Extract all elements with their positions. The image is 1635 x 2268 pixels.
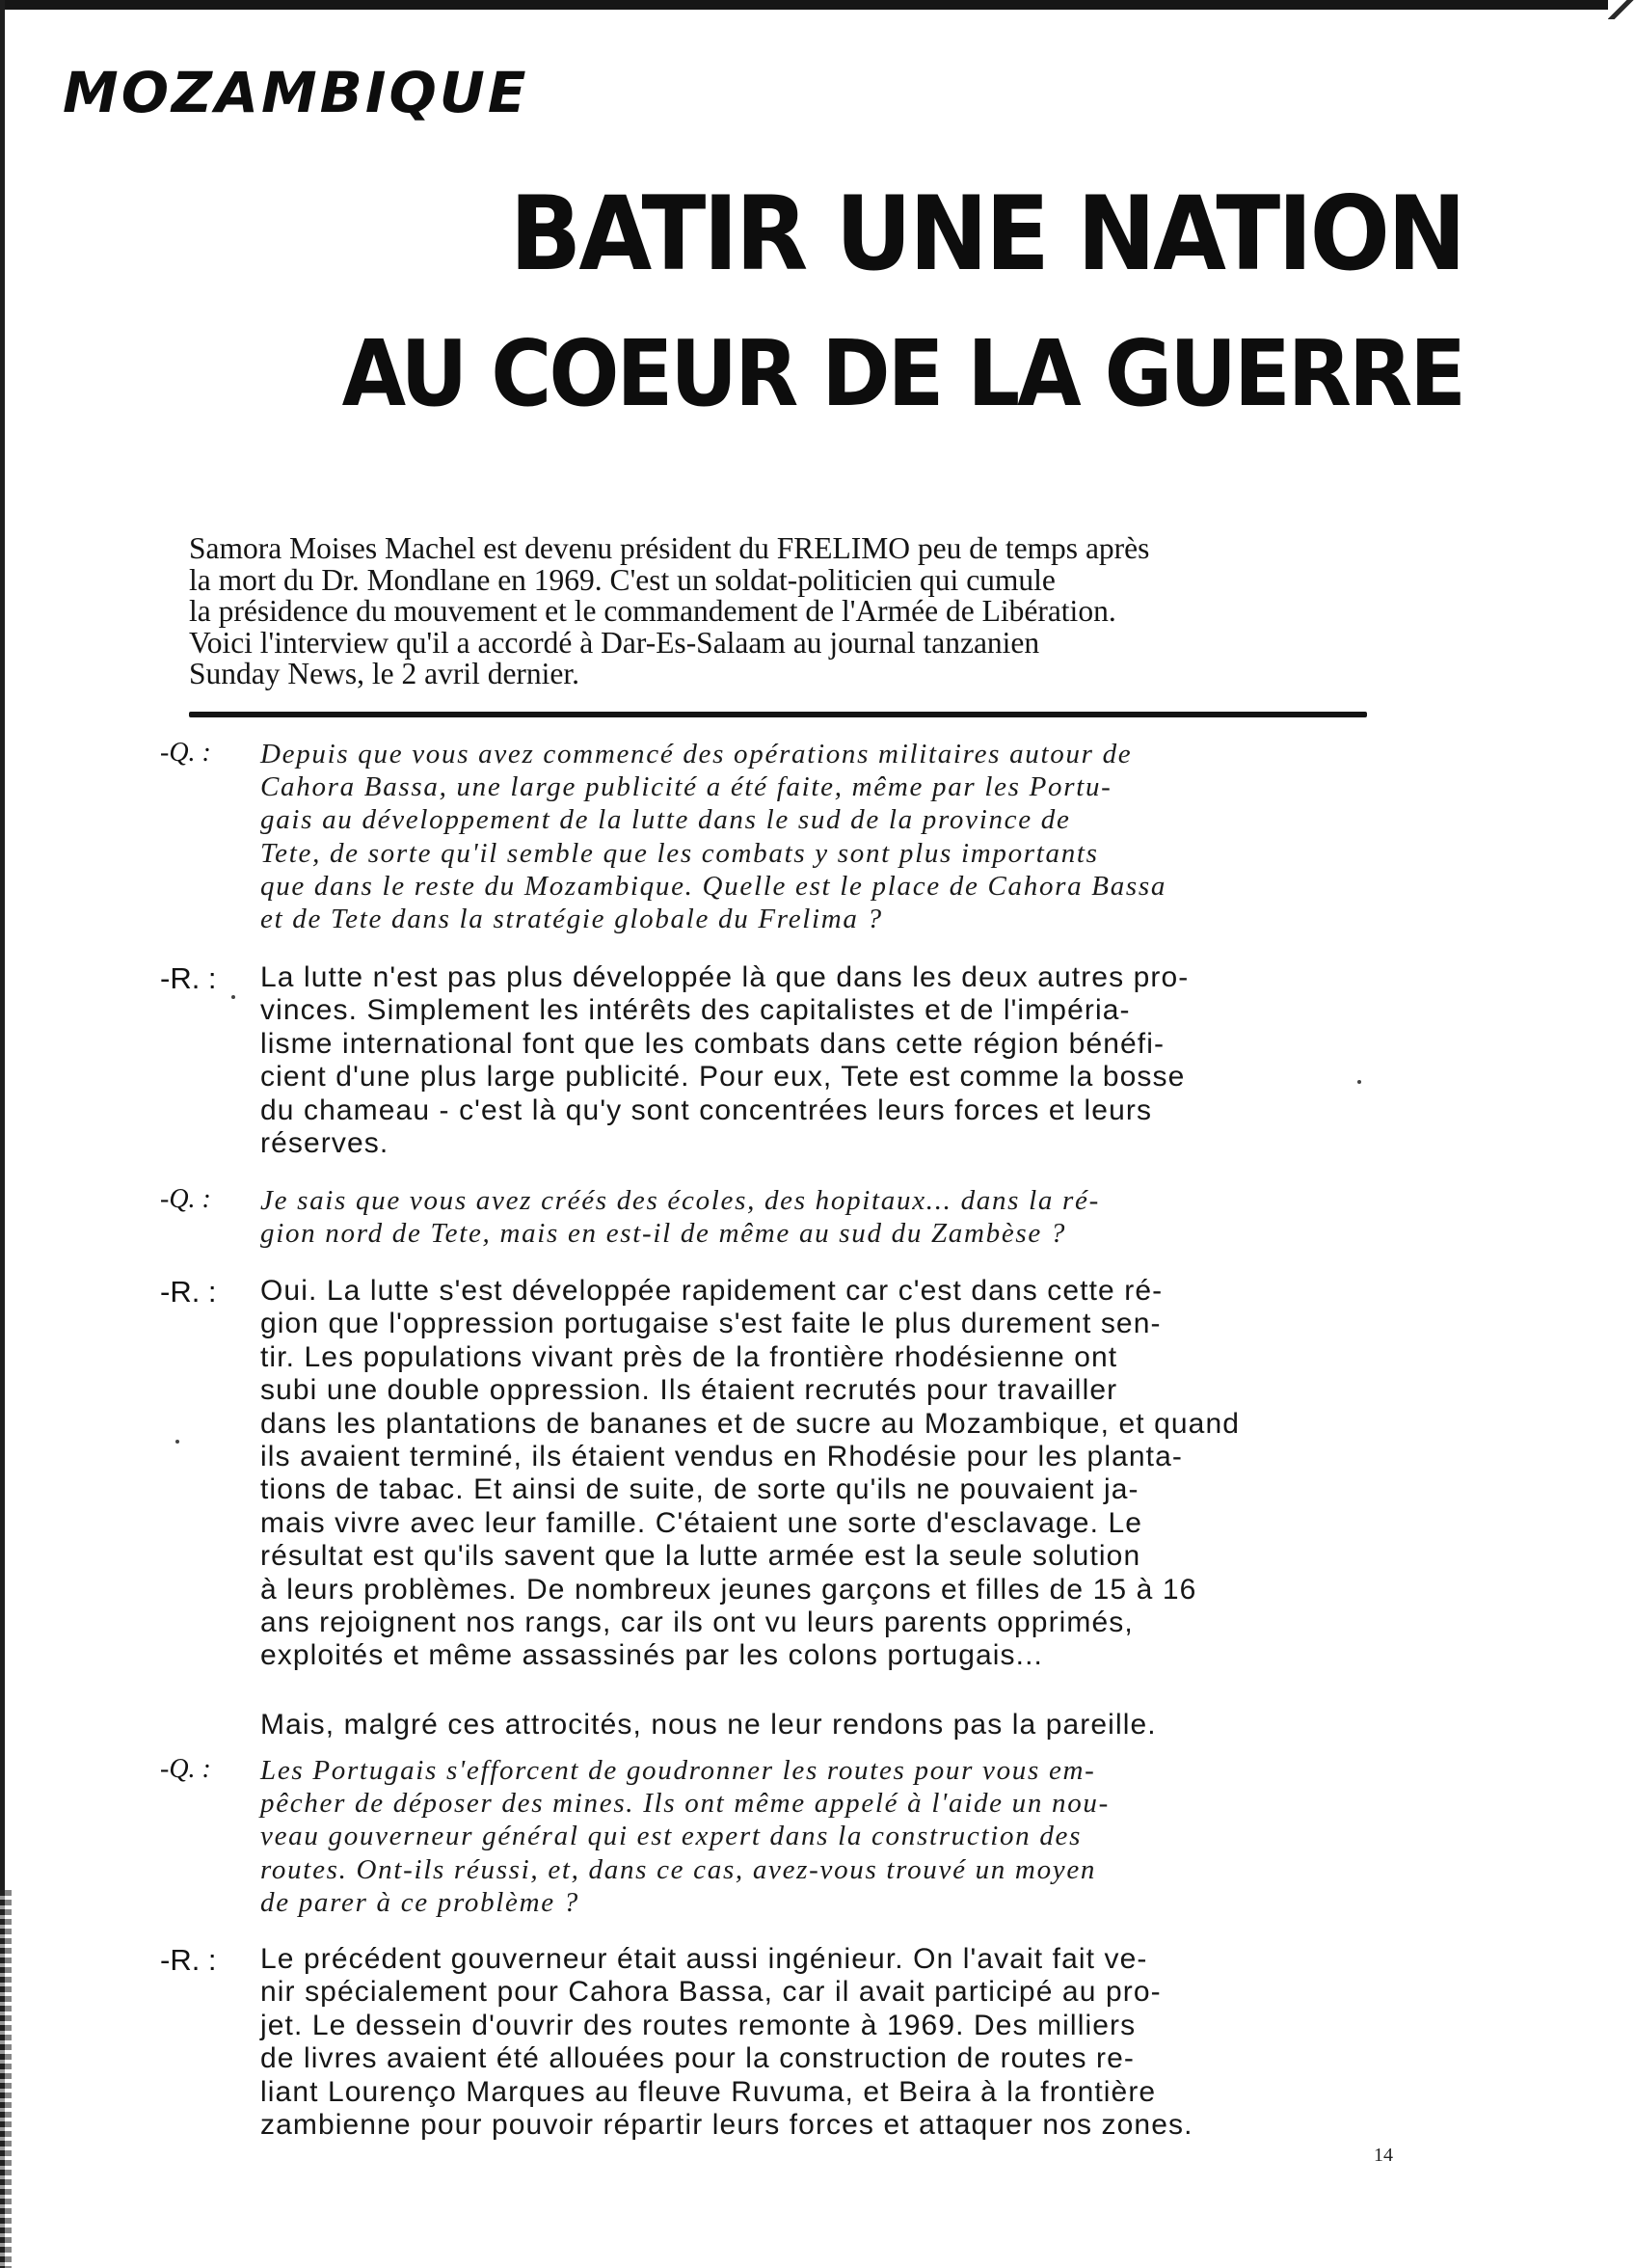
text-line: lisme international font que les combats dans cette région bénéfi- — [260, 1027, 1166, 1060]
text-line: ils avaient terminé, ils étaient vendus en Rhodésie pour les planta- — [260, 1441, 1183, 1473]
section-label: MOZAMBIQUE — [63, 60, 529, 125]
text-line: Le précédent gouverneur était aussi ingénieur. On l'avait fait ve- — [260, 1943, 1148, 1975]
question-text — [260, 738, 1369, 935]
intro-paragraph — [189, 533, 1384, 690]
scan-speck — [175, 1440, 179, 1444]
text-line: jet. Le dessein d'ouvrir des routes remonte à 1969. Des milliers — [260, 2009, 1137, 2041]
question-marker: -Q. : — [160, 1184, 211, 1214]
intro-line: la mort du Dr. Mondlane en 1969. C'est un soldat-politicien qui cumule — [189, 562, 1056, 597]
text-line: de livres avaient été allouées pour la construction de routes re- — [260, 2042, 1135, 2075]
text-line: tir. Les populations vivant près de la frontière rhodésienne ont — [260, 1340, 1118, 1373]
text-line: mais vivre avec leur famille. C'étaient une sorte d'esclavage. Le — [260, 1506, 1143, 1539]
corner-scan-mark — [1608, 0, 1635, 19]
text-line: dans les plantations de bananes et de sucre au Mozambique, et quand — [260, 1407, 1241, 1440]
question-marker: -Q. : — [160, 738, 211, 768]
text-line: de parer à ce problème ? — [260, 1886, 579, 1918]
text-line: Cahora Bassa, une large publicité a été faite, même par les Portu- — [260, 771, 1112, 803]
answer-marker: -R. : — [160, 1943, 217, 1977]
text-line: routes. Ont-ils réussi, et, dans ce cas, avez-vous trouvé un moyen — [260, 1853, 1097, 1885]
intro-line: Samora Moises Machel est devenu président du FRELIMO peu de temps après — [189, 531, 1150, 565]
answer-text — [260, 1275, 1369, 1673]
top-border-rule — [0, 0, 1620, 10]
text-line: Je sais que vous avez créés des écoles, des hopitaux... dans la ré- — [260, 1185, 1100, 1216]
question-text — [260, 1184, 1369, 1250]
scan-speck — [1357, 1080, 1361, 1084]
answer-marker: -R. : — [160, 961, 217, 995]
text-line: à leurs problèmes. De nombreux jeunes garçons et filles de 15 à 16 — [260, 1573, 1197, 1606]
text-line: gion que l'oppression portugaise s'est faite le plus durement sen- — [260, 1308, 1162, 1340]
text-line: zambienne pour pouvoir répartir leurs forces et attaquer nos zones. — [260, 2109, 1193, 2142]
intro-line: Voici l'interview qu'il a accordé à Dar-Es-Salaam au journal tanzanien — [189, 625, 1040, 660]
headline-line-1: BATIR UNE NATION — [509, 176, 1463, 295]
text-line: vinces. Simplement les intérêts des capitalistes et de l'impéria- — [260, 994, 1131, 1027]
text-line: et de Tete dans la stratégie globale du Frelima ? — [260, 904, 883, 935]
text-line: que dans le reste du Mozambique. Quelle est le place de Cahora Bassa — [260, 870, 1167, 902]
answer-text — [260, 1709, 1369, 1742]
text-line: La lutte n'est pas plus développée là que dans les deux autres pro- — [260, 961, 1190, 993]
text-line: gion nord de Tete, mais en est-il de même au sud du Zambèse ? — [260, 1218, 1067, 1250]
answer-text — [260, 1943, 1369, 2142]
text-line: cient d'une plus large publicité. Pour eux, Tete est comme la bosse — [260, 1061, 1186, 1094]
answer-text — [260, 961, 1369, 1160]
headline-line-2: AU COEUR DE LA GUERRE — [341, 321, 1463, 427]
text-line: nir spécialement pour Cahora Bassa, car il avait participé au pro- — [260, 1976, 1162, 2009]
text-line: Les Portugais s'efforcent de goudronner les routes pour vous em- — [260, 1755, 1096, 1786]
text-line: exploités et même assassinés par les colons portugais... — [260, 1639, 1043, 1672]
intro-divider — [189, 712, 1367, 717]
text-line: pêcher de déposer des mines. Ils ont même appelé à l'aide un nou- — [260, 1788, 1110, 1820]
text-line: Tete, de sorte qu'il semble que les combats y sont plus importants — [260, 837, 1099, 869]
text-line: réserves. — [260, 1127, 389, 1160]
text-line: Oui. La lutte s'est développée rapidement car c'est dans cette ré- — [260, 1275, 1164, 1307]
text-line: Mais, malgré ces attrocités, nous ne leur rendons pas la pareille. — [260, 1709, 1157, 1741]
binding-edge-mark — [0, 1890, 12, 2268]
question-marker: -Q. : — [160, 1754, 211, 1784]
text-line: tions de tabac. Et ainsi de suite, de sorte qu'ils ne pouvaient ja- — [260, 1473, 1139, 1506]
text-line: ans rejoignent nos rangs, car ils ont vu leurs parents opprimés, — [260, 1606, 1134, 1639]
text-line: du chameau - c'est là qu'y sont concentrées leurs forces et leurs — [260, 1094, 1153, 1126]
text-line: subi une double oppression. Ils étaient recrutés pour travailler — [260, 1374, 1118, 1407]
text-line: résultat est qu'ils savent que la lutte armée est la seule solution — [260, 1540, 1141, 1573]
text-line: gais au développement de la lutte dans le sud de la province de — [260, 804, 1071, 836]
intro-line: Sunday News, le 2 avril dernier. — [189, 657, 580, 690]
question-text — [260, 1754, 1369, 1919]
scan-speck — [231, 995, 235, 999]
answer-marker: -R. : — [160, 1275, 217, 1309]
text-line: liant Lourenço Marques au fleuve Ruvuma, et Beira à la frontière — [260, 2075, 1157, 2108]
text-line: Depuis que vous avez commencé des opérations militaires autour de — [260, 739, 1133, 770]
page-number: 14 — [1374, 2145, 1393, 2166]
intro-line: la présidence du mouvement et le commandement de l'Armée de Libération. — [189, 594, 1116, 628]
text-line: veau gouverneur général qui est expert dans la construction des — [260, 1821, 1083, 1852]
